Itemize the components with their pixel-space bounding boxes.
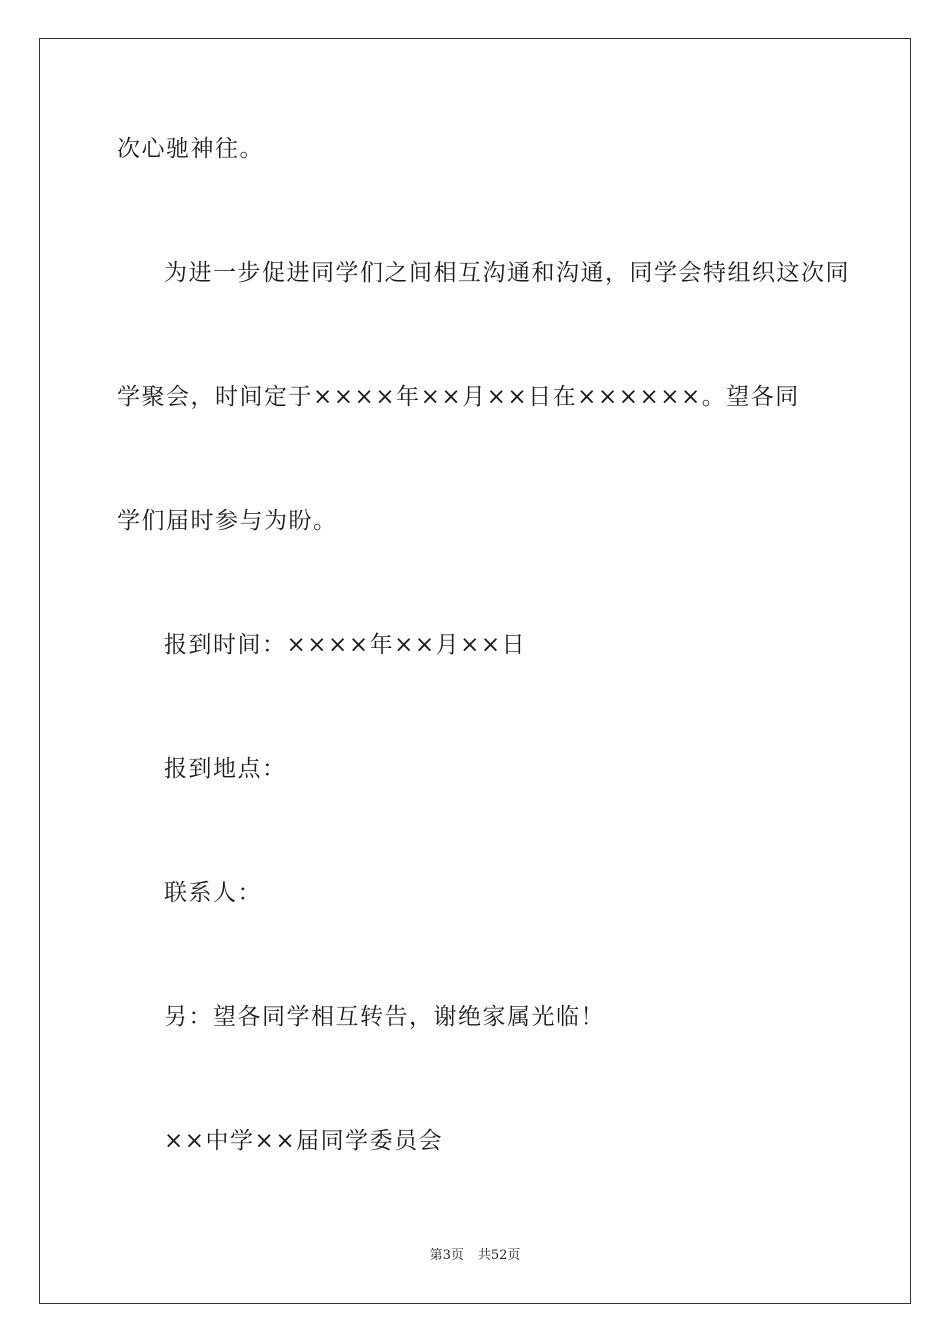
paragraph-line-4: 学们届时参与为盼。 <box>117 508 338 534</box>
page-number: 第3页 <box>429 1248 464 1263</box>
page-border <box>39 38 911 1304</box>
contact-person-line: 联系人： <box>164 880 262 906</box>
report-time-line: 报到时间：××××年××月××日 <box>164 632 527 658</box>
paragraph-line-2: 为进一步促进同学们之间相互沟通和沟通，同学会特组织这次同 <box>164 260 850 286</box>
signature-line: ××中学××届同学委员会 <box>164 1128 444 1154</box>
page-total: 共52页 <box>477 1248 521 1263</box>
paragraph-line-1: 次心驰神往。 <box>117 136 264 162</box>
note-line: 另：望各同学相互转告，谢绝家属光临！ <box>164 1004 605 1030</box>
report-location-line: 报到地点： <box>164 756 287 782</box>
page-footer <box>0 1247 950 1265</box>
paragraph-line-3: 学聚会，时间定于××××年××月××日在××××××。望各同 <box>117 384 800 410</box>
